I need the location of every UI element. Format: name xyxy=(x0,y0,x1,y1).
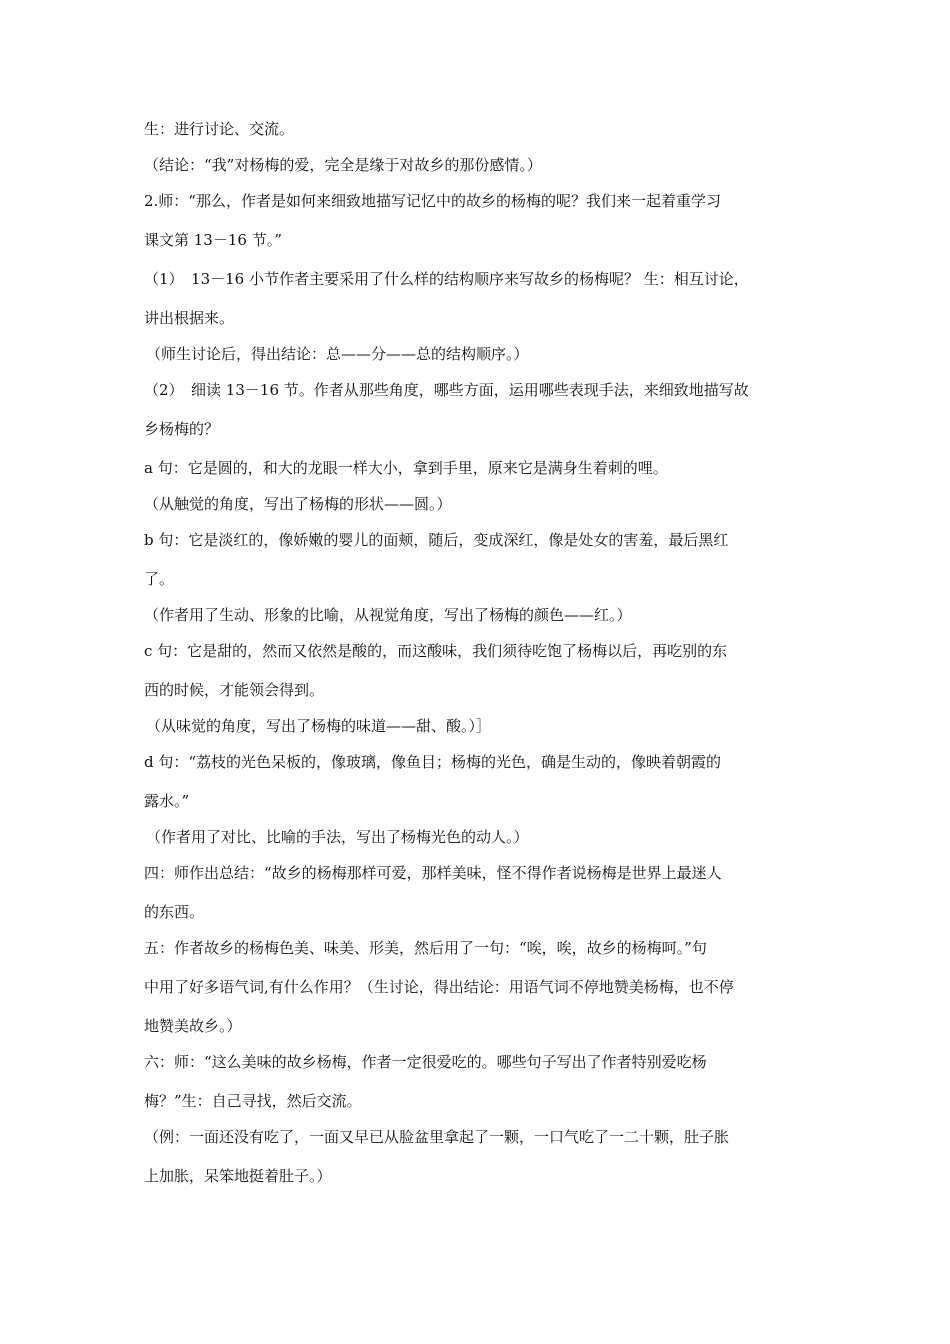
paragraph-line: 2.师：“那么，作者是如何来细致地描写记忆中的故乡的杨梅的呢？我们来一起着重学习 xyxy=(144,192,721,210)
paragraph-line: （从触觉的角度，写出了杨梅的形状——圆。） xyxy=(144,495,452,513)
paragraph-line: b 句：它是淡红的，像娇嫩的婴儿的面颊，随后，变成深红，像是处女的害羞，最后黑红 xyxy=(144,531,729,549)
paragraph-line: 六：师：“这么美味的故乡杨梅，作者一定很爱吃的。哪些句子写出了作者特别爱吃杨 xyxy=(144,1053,707,1071)
paragraph-line: 地赞美故乡。） xyxy=(144,1017,242,1035)
paragraph-line: （作者用了对比、比喻的手法，写出了杨梅光色的动人。） xyxy=(146,828,529,846)
paragraph-line: 梅？”生：自己寻找，然后交流。 xyxy=(144,1092,362,1110)
paragraph-line: 上加胀，呆笨地挺着肚子。） xyxy=(144,1167,332,1185)
paragraph-line: （从味觉的角度，写出了杨梅的味道——甜、酸。）］ xyxy=(146,717,492,735)
paragraph-line: （2） 细读 13－16 节。作者从那些角度，哪些方面，运用哪些表现手法，来细致地描写故 xyxy=(144,381,749,399)
paragraph-line: （1） 13－16 小节作者主要采用了什么样的结构顺序来写故乡的杨梅呢？ 生：相互讨论， xyxy=(144,270,749,288)
paragraph-line: （例：一面还没有吃了，一面又早已从脸盆里拿起了一颗，一口气吃了一二十颗，肚子胀 xyxy=(144,1128,730,1146)
document-body xyxy=(144,121,824,1185)
paragraph-line: 四：师作出总结：“故乡的杨梅那样可爱，那样美味，怪不得作者说杨梅是世界上最迷人 xyxy=(144,864,722,882)
paragraph-line: a 句：它是圆的，和大的龙眼一样大小，拿到手里，原来它是满身生着刺的哩。 xyxy=(144,459,668,477)
paragraph-line: 露水。” xyxy=(144,792,190,810)
paragraph-line: 中用了好多语气词,有什么作用？（生讨论，得出结论：用语气词不停地赞美杨梅，也不停 xyxy=(144,978,734,996)
paragraph-line: （作者用了生动、形象的比喻，从视觉角度，写出了杨梅的颜色——红。） xyxy=(144,606,632,624)
paragraph-line: （结论：“我”对杨梅的爱，完全是缘于对故乡的那份感情。） xyxy=(144,156,542,174)
paragraph-line: （师生讨论后，得出结论：总——分——总的结构顺序。） xyxy=(146,345,529,363)
paragraph-line: d 句：“荔枝的光色呆板的，像玻璃，像鱼目；杨梅的光色，确是生动的，像映着朝霞的 xyxy=(144,753,722,771)
paragraph-line: c 句：它是甜的，然而又依然是酸的，而这酸味，我们须待吃饱了杨梅以后，再吃别的东 xyxy=(144,642,728,660)
paragraph-line: 讲出根据来。 xyxy=(144,309,235,327)
paragraph-line: 五：作者故乡的杨梅色美、味美、形美，然后用了一句：“唉，唉，故乡的杨梅呵。”句 xyxy=(144,939,707,957)
paragraph-line: 乡杨梅的？ xyxy=(144,420,220,438)
paragraph-line: 生：进行讨论、交流。 xyxy=(144,120,295,138)
paragraph-line: 西的时候，才能领会得到。 xyxy=(144,681,325,699)
paragraph-line: 的东西。 xyxy=(144,903,205,921)
paragraph-line: 了。 xyxy=(144,570,175,588)
paragraph-line: 课文第 13－16 节。” xyxy=(144,231,282,249)
